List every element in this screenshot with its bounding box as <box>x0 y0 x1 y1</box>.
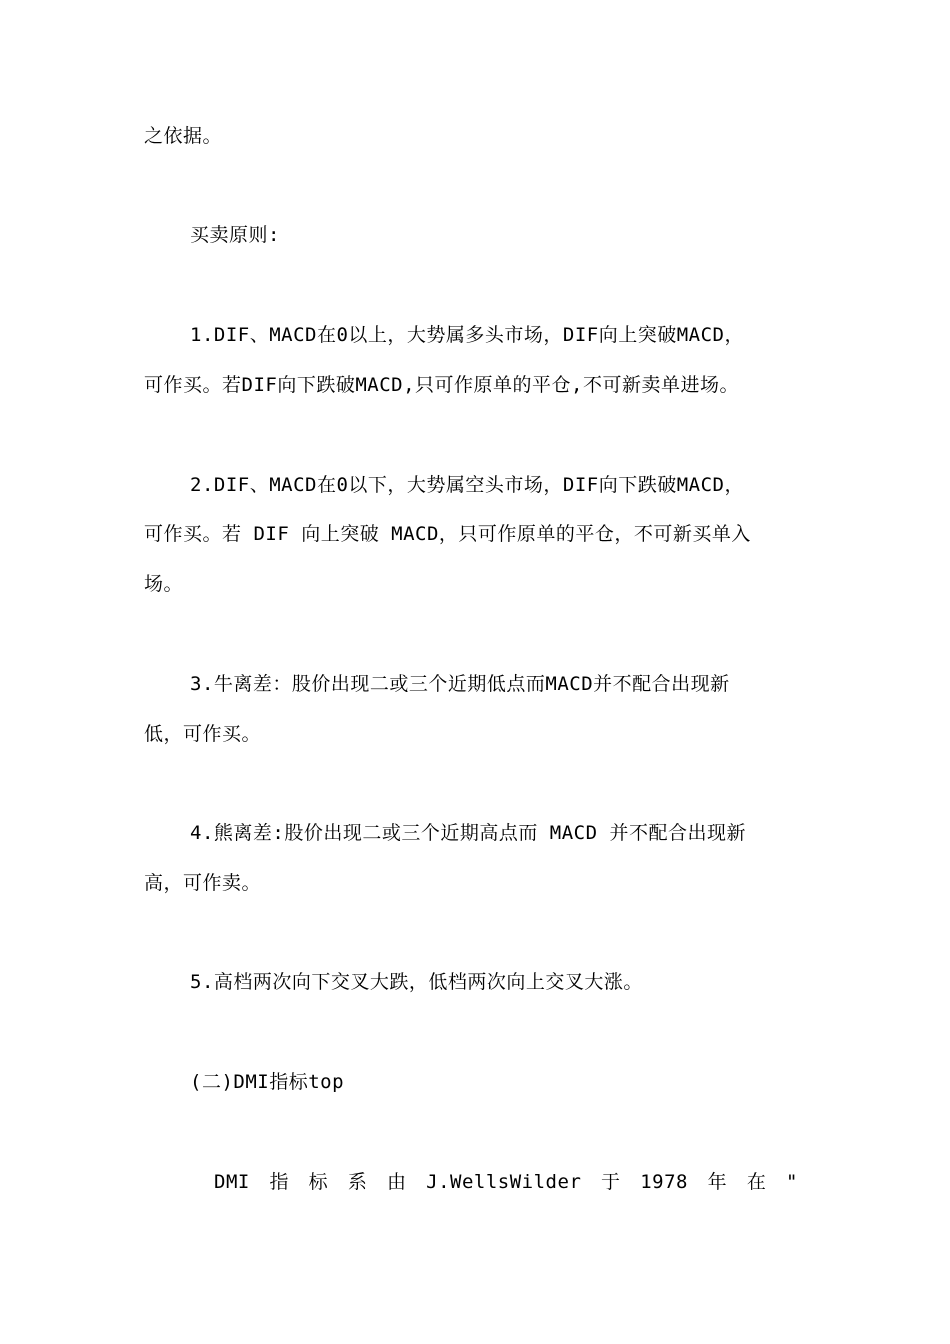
dmi-intro-word: 标 <box>308 1171 329 1193</box>
section-heading: 买卖原则: <box>190 224 280 246</box>
rule-2-line-3: 场。 <box>144 573 184 595</box>
rule-3-line-2: 低，可作买。 <box>144 723 262 745</box>
continuation-text: 之依据。 <box>144 125 223 147</box>
dmi-intro-word: " <box>785 1171 798 1193</box>
rule-1-line-1: 1.DIF、MACD在0以上，大势属多头市场，DIF向上突破MACD， <box>190 324 744 346</box>
rule-3-line-1: 3.牛离差：股价出现二或三个近期低点而MACD并不配合出现新 <box>190 673 730 695</box>
dmi-intro-word: 年 <box>707 1171 728 1193</box>
dmi-intro-word: 由 <box>387 1171 407 1193</box>
rule-2-line-1: 2.DIF、MACD在0以下，大势属空头市场，DIF向下跌破MACD， <box>190 474 744 496</box>
dmi-intro-word: 在 <box>746 1171 767 1193</box>
rule-4-line-2: 高，可作卖。 <box>144 872 262 894</box>
dmi-intro-word: 于 <box>601 1171 621 1193</box>
rule-2-line-2: 可作买。若 DIF 向上突破 MACD，只可作原单的平仓，不可新买单入 <box>144 523 751 545</box>
dmi-intro-line <box>214 1170 798 1194</box>
rule-1-line-2: 可作买。若DIF向下跌破MACD,只可作原单的平仓,不可新卖单进场。 <box>144 374 739 396</box>
dmi-intro-word: 系 <box>347 1171 368 1193</box>
rule-4-line-1: 4.熊离差:股价出现二或三个近期高点而 MACD 并不配合出现新 <box>190 822 746 844</box>
dmi-intro-word: 1978 <box>640 1171 688 1193</box>
subsection-heading: (二)DMI指标top <box>190 1071 345 1093</box>
dmi-intro-word: J.WellsWilder <box>426 1171 582 1193</box>
rule-5-line-1: 5.高档两次向下交叉大跌，低档两次向上交叉大涨。 <box>190 971 643 993</box>
dmi-intro-word: 指 <box>269 1171 289 1193</box>
dmi-intro-word: DMI <box>214 1171 250 1193</box>
